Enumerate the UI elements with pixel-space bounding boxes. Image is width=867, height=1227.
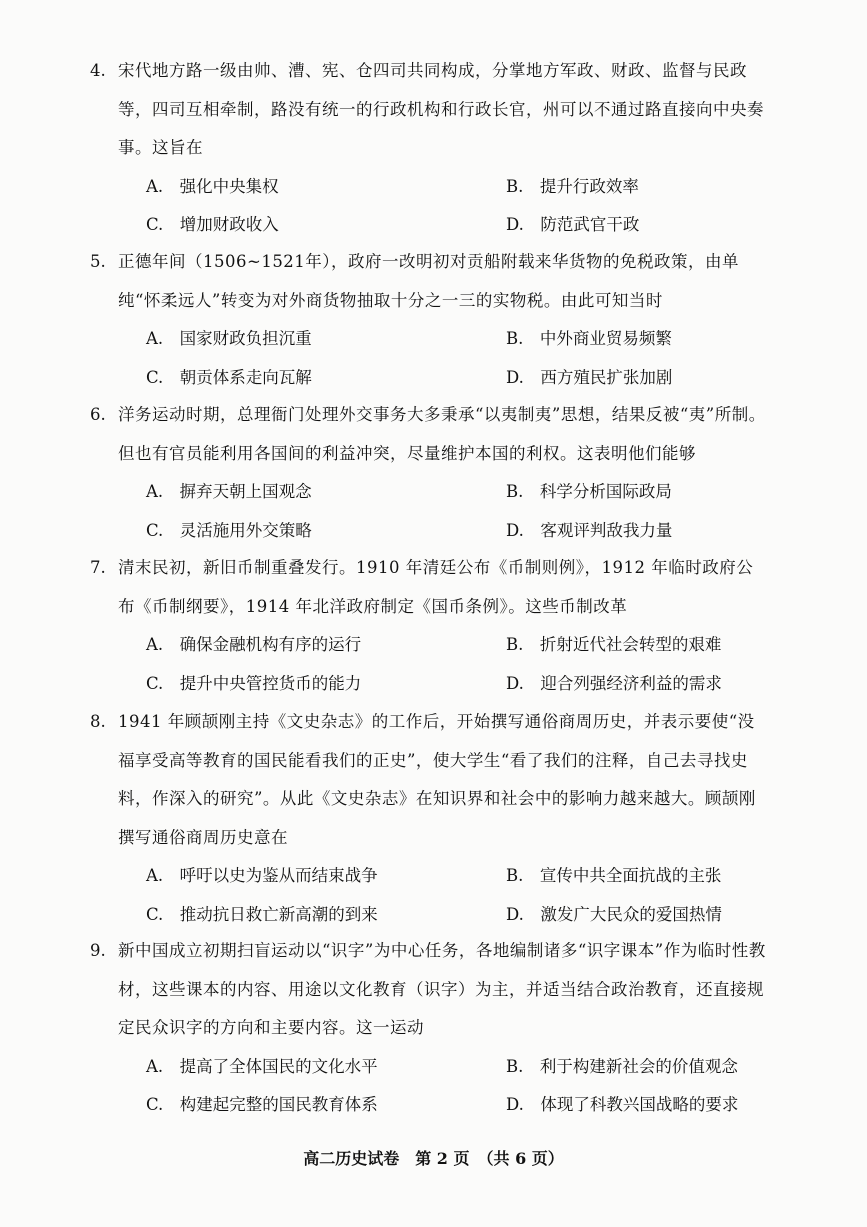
question-stem: 洋务运动时期，总理衙门处理外交事务大多秉承“以夷制夷”思想，结果反被“夷”所制。但也有官员能利用各国间的利益冲突，尽量维护本国的利权。这表明他们能够 xyxy=(118,405,766,463)
option-a[interactable]: A. 提高了全体国民的文化水平 xyxy=(146,1056,378,1076)
option-b[interactable]: B. 提升行政效率 xyxy=(506,176,639,196)
question-9 xyxy=(90,932,768,1125)
question-number: 9. xyxy=(90,941,106,960)
question-stem: 宋代地方路一级由帅、漕、宪、仓四司共同构成，分掌地方军政、财政、监督与民政等，四司互相牵制，路没有统一的行政机构和行政长官，州可以不通过路直接向中央奏事。这旨在 xyxy=(118,61,764,157)
option-c[interactable]: C. 朝贡体系走向瓦解 xyxy=(146,367,312,387)
options xyxy=(118,857,768,934)
option-d[interactable]: D. 迎合列强经济利益的需求 xyxy=(506,673,722,693)
question-stem: 新中国成立初期扫盲运动以“识字”为中心任务，各地编制诸多“识字课本”作为临时性教材，这些课本的内容、用途以文化教育（识字）为主，并适当结合政治教育，还直接规定民众识字的方向和主要内容。这一运动 xyxy=(118,941,766,1037)
question-number: 6. xyxy=(90,405,106,424)
option-b[interactable]: B. 中外商业贸易频繁 xyxy=(506,329,672,348)
option-c[interactable]: C. 灵活施用外交策略 xyxy=(146,520,312,540)
question-6 xyxy=(90,396,768,550)
page-footer: 高二历史试卷 第 2 页 （共 6 页） xyxy=(303,1149,564,1168)
question-number: 4. xyxy=(90,61,106,80)
option-a[interactable]: A. 确保金融机构有序的运行 xyxy=(146,635,362,654)
option-d[interactable]: D. 西方殖民扩张加剧 xyxy=(506,367,673,387)
option-a[interactable]: A. 强化中央集权 xyxy=(146,176,279,196)
option-c[interactable]: C. 增加财政收入 xyxy=(146,215,279,234)
option-a[interactable]: A. 呼吁以史为鉴从而结束战争 xyxy=(146,866,378,885)
option-a[interactable]: A. 国家财政负担沉重 xyxy=(146,329,312,348)
question-7 xyxy=(90,549,768,703)
question-stem: 1941 年顾颉刚主持《文史杂志》的工作后，开始撰写通俗商周历史，并表示要使“没福享受高等教育的国民能看我们的正史”，使大学生“看了我们的注释，自己去寻找史料，作深入的研究”。从此《文史杂志》在知识界和社会中的影响力越来越大。顾颉刚撰写通俗商周历史意在 xyxy=(118,712,756,847)
option-c[interactable]: C. 推动抗日救亡新高潮的到来 xyxy=(146,904,378,924)
options xyxy=(118,320,768,397)
options xyxy=(118,1048,768,1125)
question-stem: 正德年间（1506~1521年），政府一改明初对贡船附载来华货物的免税政策，由单纯“怀柔远人”转变为对外商货物抽取十分之一三的实物税。由此可知当时 xyxy=(118,252,740,310)
option-d[interactable]: D. 激发广大民众的爱国热情 xyxy=(506,904,722,924)
option-b[interactable]: B. 科学分析国际政局 xyxy=(506,482,672,501)
option-d[interactable]: D. 体现了科教兴国战略的要求 xyxy=(506,1095,739,1114)
options xyxy=(118,626,768,703)
options xyxy=(118,473,768,550)
question-number: 8. xyxy=(90,712,106,731)
option-a[interactable]: A. 摒弃天朝上国观念 xyxy=(146,482,312,501)
option-b[interactable]: B. 折射近代社会转型的艰难 xyxy=(506,635,722,654)
option-d[interactable]: D. 防范武官干政 xyxy=(506,215,640,234)
option-d[interactable]: D. 客观评判敌我力量 xyxy=(506,520,673,540)
question-stem: 清末民初，新旧币制重叠发行。1910 年清廷公布《币制则例》，1912 年临时政府公布《币制纲要》，1914 年北洋政府制定《国币条例》。这些币制改革 xyxy=(118,558,754,616)
question-number: 7. xyxy=(90,558,106,577)
question-4 xyxy=(90,52,768,245)
option-c[interactable]: C. 构建起完整的国民教育体系 xyxy=(146,1095,378,1114)
question-8 xyxy=(90,703,768,934)
question-number: 5. xyxy=(90,252,106,271)
question-5 xyxy=(90,243,768,397)
option-c[interactable]: C. 提升中央管控货币的能力 xyxy=(146,673,362,693)
option-b[interactable]: B. 宣传中共全面抗战的主张 xyxy=(506,866,722,885)
options xyxy=(118,168,768,245)
option-b[interactable]: B. 利于构建新社会的价值观念 xyxy=(506,1056,738,1076)
